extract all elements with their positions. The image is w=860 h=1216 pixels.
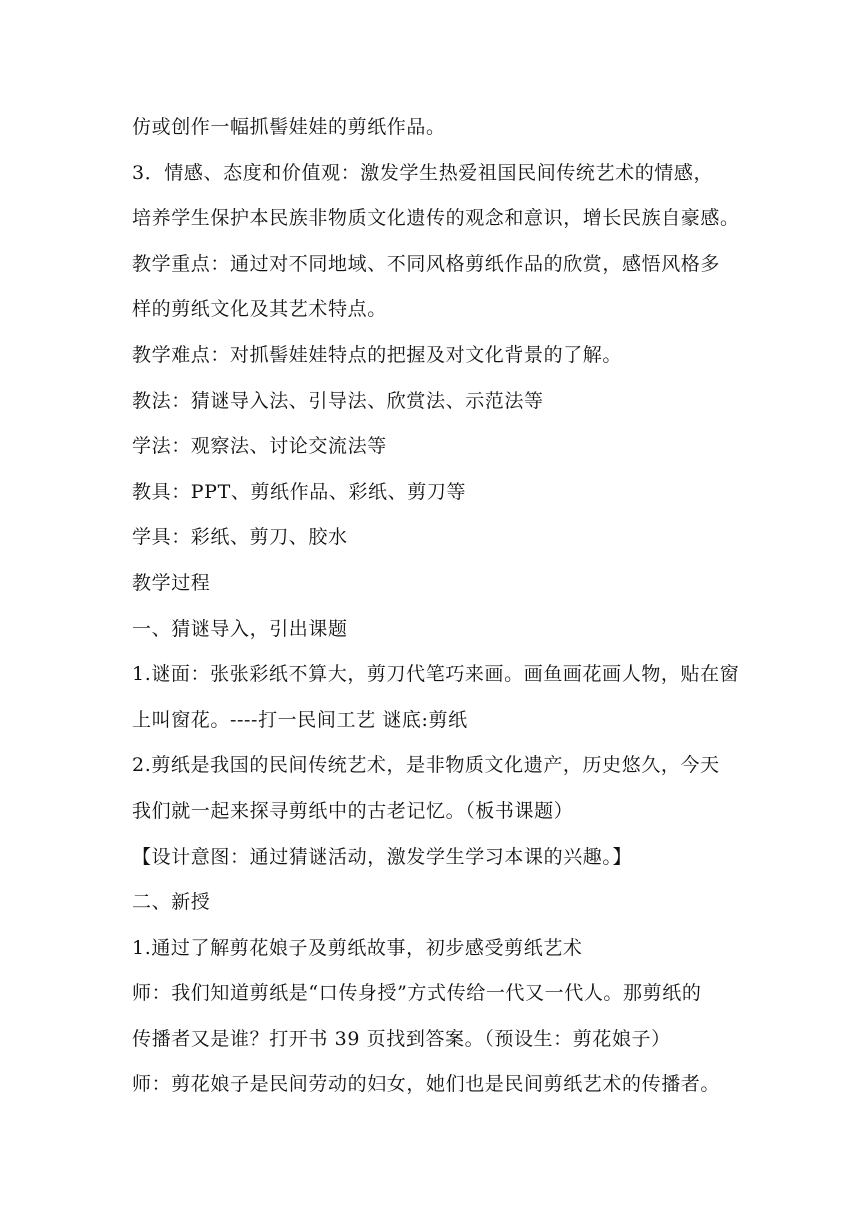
text-line: 教具：PPT、剪纸作品、彩纸、剪刀等 [132,480,467,503]
document-body [132,110,752,1113]
text-line: 上叫窗花。----打一民间工艺 谜底:剪纸 [132,708,468,731]
section-heading: 教学过程 [132,571,211,594]
text-line: 1.谜面：张张彩纸不算大，剪刀代笔巧来画。画鱼画花画人物，贴在窗 [132,663,740,686]
text-line: 师：我们知道剪纸是“口传身授”方式传给一代又一代人。那剪纸的 [132,982,702,1005]
text-line: 培养学生保护本民族非物质文化遗传的观念和意识，增长民族自豪感。 [132,207,740,230]
text-line: 我们就一起来探寻剪纸中的古老记忆。（板书课题） [132,799,574,822]
text-line: 教法：猜谜导入法、引导法、欣赏法、示范法等 [132,389,544,412]
text-line: 1.通过了解剪花娘子及剪纸故事，初步感受剪纸艺术 [132,936,583,959]
text-line: 学具：彩纸、剪刀、胶水 [132,526,348,549]
text-line: 样的剪纸文化及其艺术特点。 [132,298,387,321]
text-line: 学法：观察法、讨论交流法等 [132,435,387,458]
section-heading: 二、新授 [132,891,211,914]
section-heading: 一、猜谜导入，引出课题 [132,617,348,640]
text-line: 教学难点：对抓髻娃娃特点的把握及对文化背景的了解。 [132,343,623,366]
text-line: 2.剪纸是我国的民间传统艺术，是非物质文化遗产，历史悠久，今天 [132,754,720,777]
text-line: 3．情感、态度和价值观：激发学生热爱祖国民间传统艺术的情感， [132,161,714,184]
text-line: 教学重点：通过对不同地域、不同风格剪纸作品的欣赏，感悟风格多 [132,252,721,275]
design-note: 【设计意图：通过猜谜活动，激发学生学习本课的兴趣。】 [132,845,633,868]
text-line: 传播者又是谁？打开书 39 页找到答案。（预设生：剪花娘子） [132,1027,671,1050]
text-line: 师：剪花娘子是民间劳动的妇女，她们也是民间剪纸艺术的传播者。 [132,1073,721,1096]
text-line: 仿或创作一幅抓髻娃娃的剪纸作品。 [132,116,446,138]
